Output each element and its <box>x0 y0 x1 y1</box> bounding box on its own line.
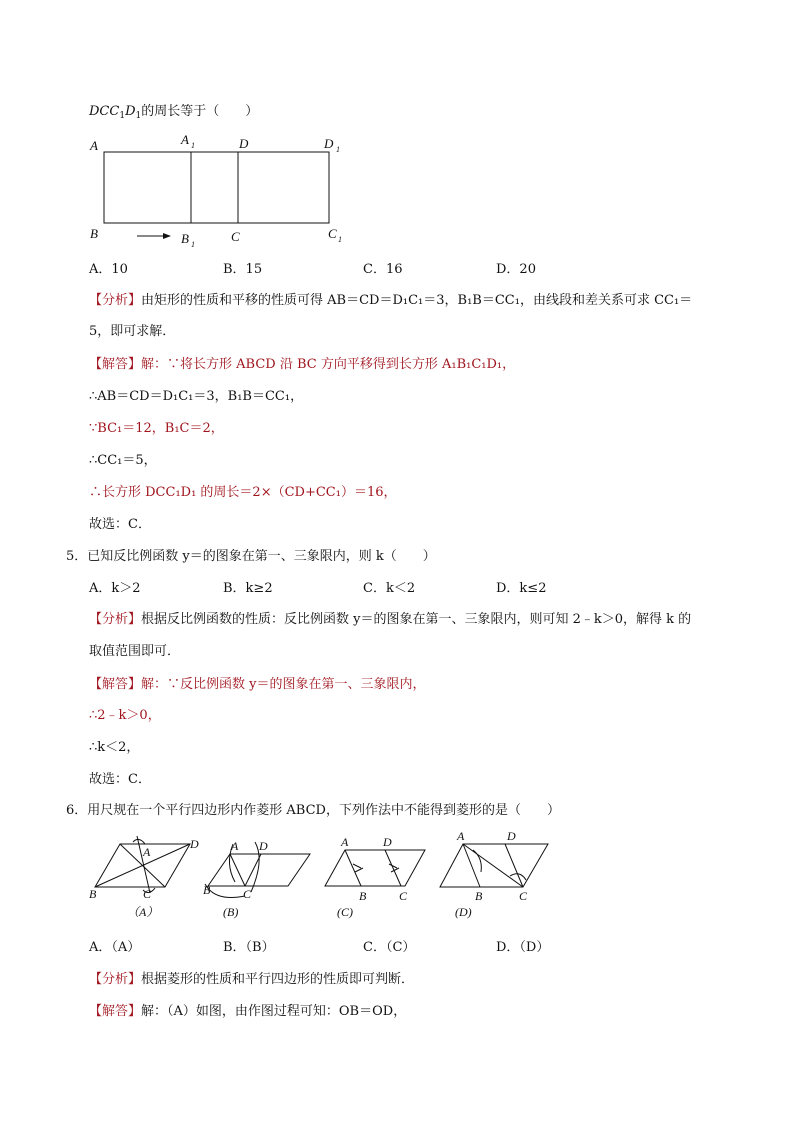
svg-text:A: A <box>457 829 465 843</box>
q5-answer-line3: ∴k＜2， <box>89 740 140 755</box>
q6-stem: 6．用尺规在一个平行四边形内作菱形 ABCD，下列作法中不能得到菱形的是（ ） <box>66 803 560 818</box>
q4-answer-line2: ∴AB＝CD＝D₁C₁＝3，B₁B＝CC₁， <box>89 389 304 404</box>
q6-option-c: C．（C） <box>363 940 416 955</box>
q4-analysis-line2: 5，即可求解． <box>89 324 176 339</box>
q5-analysis-tag: 【分析】 <box>89 612 142 627</box>
svg-text:C: C <box>143 887 152 901</box>
label-C1: C <box>328 226 337 241</box>
q6-answer-text: 解：（A）如图，由作图过程可知：OB＝OD， <box>141 1004 407 1019</box>
q6-analysis-tag: 【分析】 <box>89 972 142 987</box>
figure-b <box>203 839 310 901</box>
svg-text:B: B <box>89 887 97 901</box>
label-A: A <box>90 138 98 153</box>
q4-answer-line4: ∴CC₁＝5， <box>89 453 157 468</box>
q5-option-b: B．k≥2 <box>223 581 273 596</box>
q4-option-a: A．10 <box>89 262 128 277</box>
arrow-head <box>163 233 171 239</box>
q5-answer-line2: ∴2﹣k＞0， <box>89 708 161 723</box>
q5-option-a: A．k＞2 <box>89 581 141 596</box>
q6-analysis-line <box>89 971 414 989</box>
fig-caption-d: (D) <box>455 905 472 919</box>
label-A1: A <box>181 132 189 147</box>
q6-analysis-text: 根据菱形的性质和平行四边形的性质即可判断． <box>141 972 415 987</box>
q5-answer-text1: 解：∵反比例函数 y＝的图象在第一、三象限内， <box>141 677 426 692</box>
q4-answer-line5: ∴长方形 DCC₁D₁ 的周长＝2×（CD+CC₁）＝16， <box>89 485 397 500</box>
svg-text:C: C <box>243 887 252 901</box>
svg-text:C: C <box>399 889 408 903</box>
q6-answer-tag: 【解答】 <box>89 1004 142 1019</box>
q4-answer-line6: 故选：C． <box>89 517 151 532</box>
svg-text:B: B <box>359 889 367 903</box>
label-B1-sub: 1 <box>191 240 195 248</box>
label-D1-sub: 1 <box>336 145 340 154</box>
q4-option-b: B．15 <box>223 262 263 277</box>
q4-option-c: C．16 <box>363 262 403 277</box>
svg-text:C: C <box>519 889 528 903</box>
label-B: B <box>90 226 98 241</box>
figure-d <box>440 829 548 903</box>
fig-caption-c: (C) <box>337 905 353 919</box>
q5-analysis-text1: 根据反比例函数的性质：反比例函数 y＝的图象在第一、三象限内，则可知 2﹣k＞0，解得 k 的 <box>141 612 692 627</box>
q4-answer-line1 <box>89 356 515 374</box>
q5-answer-line4: 故选：C． <box>89 772 151 787</box>
label-D: D <box>239 136 249 151</box>
q5-stem: 5．已知反比例函数 y＝的图象在第一、三象限内，则 k（ ） <box>66 549 436 564</box>
q4-answer-tag: 【解答】 <box>89 357 142 372</box>
svg-text:D: D <box>507 829 516 843</box>
q4-answer-line3: ∵BC₁＝12，B₁C＝2， <box>89 421 224 436</box>
q6-answer-line <box>89 1003 406 1021</box>
q6-option-d: D．（D） <box>496 940 550 955</box>
label-C: C <box>231 229 240 244</box>
q4-analysis-tag: 【分析】 <box>89 293 142 308</box>
q4-figure <box>85 130 365 248</box>
q5-analysis-line1 <box>89 611 691 629</box>
fig-caption-a: （A） <box>127 905 159 919</box>
svg-text:A: A <box>341 835 349 849</box>
svg-text:B: B <box>203 883 211 897</box>
q4-stem-b: D <box>125 104 136 119</box>
fig-caption-b: (B) <box>223 905 239 919</box>
figure-a <box>89 836 199 901</box>
q4-stem-a: DCC <box>89 104 120 119</box>
svg-text:A: A <box>143 845 151 859</box>
q4-analysis-line1 <box>89 292 692 310</box>
q5-analysis-line2: 取值范围即可． <box>89 644 181 659</box>
svg-text:D: D <box>383 835 392 849</box>
q4-answer-text1: 解：∵将长方形 ABCD 沿 BC 方向平移得到长方形 A₁B₁C₁D₁， <box>141 357 516 372</box>
label-C1-sub: 1 <box>338 235 342 244</box>
q4-option-d: D．20 <box>496 262 536 277</box>
figure-c <box>325 835 425 903</box>
label-B1: B <box>181 231 189 246</box>
svg-text:A: A <box>231 839 239 853</box>
q4-analysis-text1: 由矩形的性质和平移的性质可得 AB＝CD＝D₁C₁＝3，B₁B＝CC₁，由线段和差关系可求 CC₁＝ <box>141 293 693 308</box>
q5-option-d: D．k≤2 <box>496 581 547 596</box>
q5-answer-tag: 【解答】 <box>89 677 142 692</box>
q6-figures <box>85 828 565 928</box>
q5-answer-line1 <box>89 676 426 694</box>
outer-rectangle <box>104 152 329 223</box>
q4-stem-tail: 的周长等于（ ） <box>141 104 259 119</box>
svg-text:D: D <box>259 839 268 853</box>
label-A1-sub: 1 <box>191 141 195 150</box>
svg-text:B: B <box>475 889 483 903</box>
q4-stem: $DCC_1D_1$的周长等于（ ） <box>89 104 259 121</box>
q5-option-c: C．k＜2 <box>363 581 416 596</box>
q6-option-b: B．（B） <box>223 940 275 955</box>
svg-text:D: D <box>190 837 199 851</box>
label-D1: D <box>324 136 334 151</box>
q6-option-a: A．（A） <box>89 940 141 955</box>
